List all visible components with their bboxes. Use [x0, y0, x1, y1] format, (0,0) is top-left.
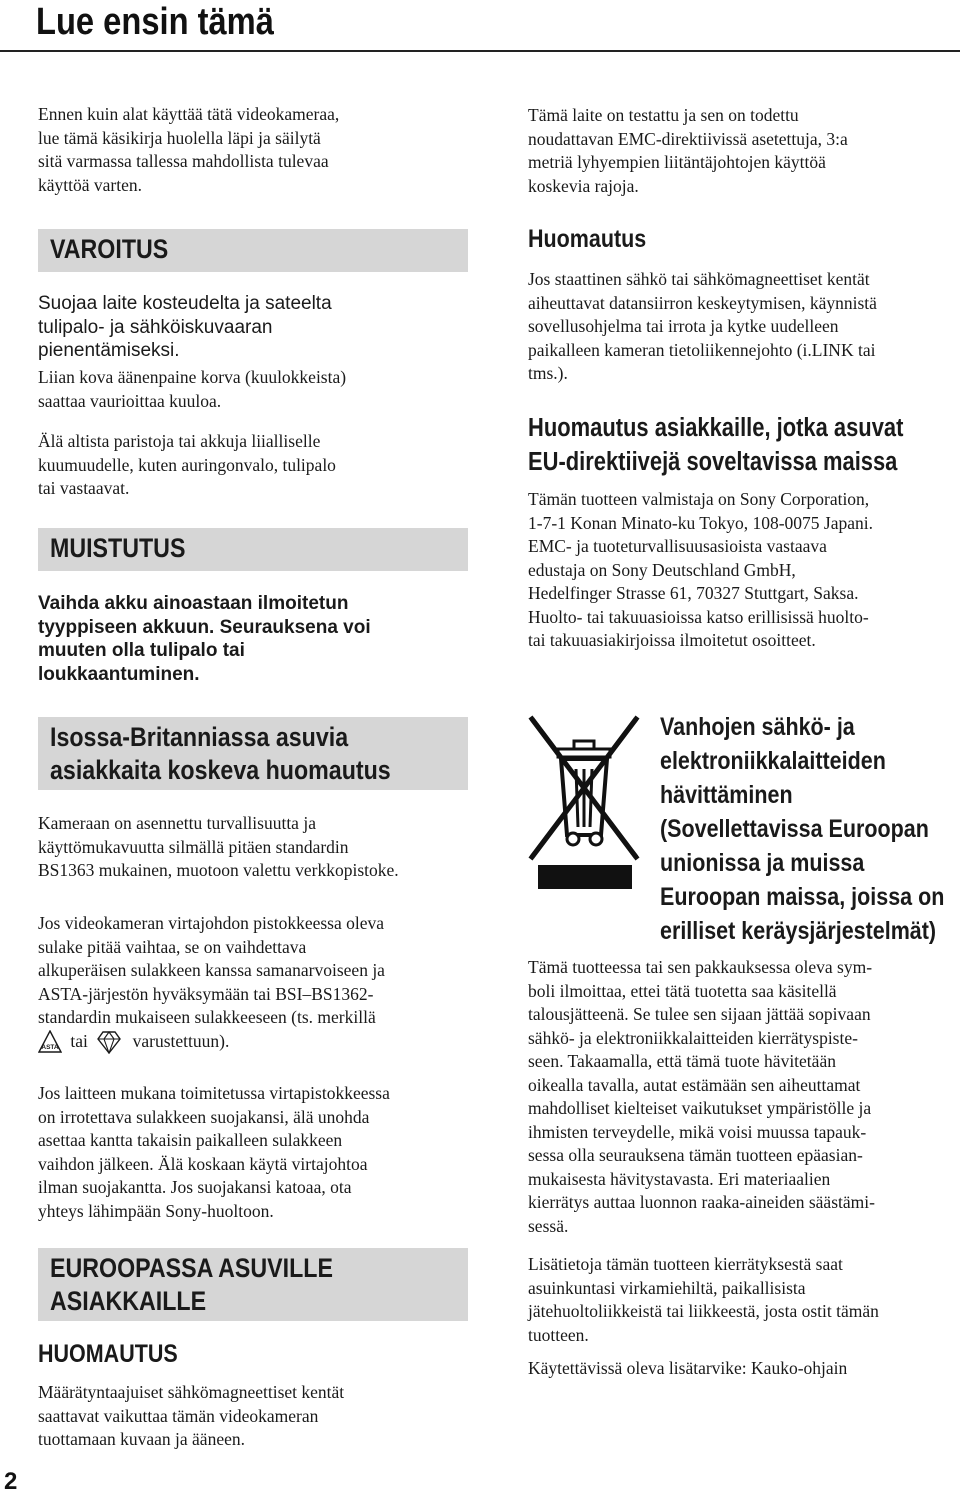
intro-line: Ennen kuin alat käyttää tätä videokameraa,	[38, 104, 340, 124]
uk-heading-box	[38, 717, 468, 790]
emc-line: Tämä laite on testattu ja sen on todettu	[528, 105, 799, 125]
note-heading: Huomautus	[528, 225, 647, 253]
weee-heading-line: elektroniikkalaitteiden	[660, 747, 886, 775]
eu-notice-line: Hedelfinger Strasse 61, 70327 Stuttgart, Saksa.	[528, 583, 859, 603]
uk-paragraph-2	[38, 912, 470, 1056]
weee-paragraph-2	[528, 1253, 954, 1347]
weee-line: seen. Takaamalla, että tämä tuote hävitetään	[528, 1051, 836, 1071]
eu-notice-paragraph	[528, 488, 954, 653]
caution-bold-line: Vaihda akku ainoastaan ilmoitetun	[38, 593, 349, 614]
title-rule	[0, 50, 960, 52]
accessory-note: Käytettävissä oleva lisätarvike: Kauko-ohjain	[528, 1358, 848, 1378]
bsi-kitemark-icon	[96, 1030, 122, 1054]
note-line: aiheuttavat datansiirron keskeytymisen, käynnistä	[528, 292, 877, 313]
weee-heading-line: erilliset keräysjärjestelmät)	[660, 917, 937, 945]
page-title: Lue ensin tämä	[36, 1, 274, 43]
note-line: paikalleen kameran tietoliikennejohto (i.LINK tai	[528, 339, 876, 360]
weee-line: sähkö- ja elektroniikkalaitteiden kierrätyspiste-	[528, 1027, 858, 1048]
intro-line: sitä varmassa tallessa mahdollista tulevaa	[38, 151, 329, 171]
europe-heading-line: ASIAKKAILLE	[50, 1286, 207, 1316]
warning-bold-line: tulipalo- ja sähköiskuvaaran	[38, 316, 273, 338]
page-number: 2	[4, 1468, 18, 1495]
weee-line: Lisätietoja tämän tuotteen kierrätyksestä saat	[528, 1254, 843, 1274]
warning-line: Liian kova äänenpaine korva (kuulokkeista)	[38, 367, 347, 387]
uk-line: alkuperäisen sulakkeen kanssa samanarvoiseen ja	[38, 960, 385, 980]
uk-line: Jos laitteen mukana toimitetussa virtapistokkeessa	[38, 1083, 390, 1103]
europe-line: Määrätyntaajuiset sähkömagneettiset kentät	[38, 1382, 345, 1402]
uk-marks-line	[38, 1030, 470, 1056]
weee-line: mukaisesta hävitystavasta. Eri materiaalien	[528, 1168, 831, 1189]
uk-line: ilman suojakantta. Jos suojakansi katoaa, ota	[38, 1177, 352, 1197]
uk-line: vaihdon jälkeen. Älä koskaan käytä virtajohtoa	[38, 1153, 368, 1174]
uk-heading-line: Isossa-Britanniassa asuvia	[50, 722, 349, 752]
uk-line: ASTA-järjestön hyväksymään tai BSI–BS1362-	[38, 983, 374, 1004]
weee-line: sessä.	[528, 1215, 569, 1236]
uk-line: sulake pitää vaihtaa, se on vaihdettava	[38, 936, 307, 957]
eu-notice-line: Huolto- tai takuuasioissa katso erillisissä huolto-	[528, 606, 869, 627]
europe-subheading: HUOMAUTUS	[38, 1340, 178, 1368]
uk-line: on irrotettava sulakkeen suojakansi, älä unohda	[38, 1106, 370, 1127]
weee-line: sessa olla seurauksena tämän tuotteen epäasian-	[528, 1145, 863, 1165]
weee-line: jätehuoltoliikkeistä tai liikkeestä, josta ostit tämän	[528, 1301, 879, 1321]
uk-line: Kameraan on asennettu turvallisuutta ja	[38, 813, 316, 833]
weee-heading-line: Vanhojen sähkö- ja	[660, 713, 855, 741]
eu-notice-line: edustaja on Sony Deutschland GmbH,	[528, 559, 796, 580]
weee-line: asuinkuntasi virkamiehiltä, paikallisista	[528, 1277, 806, 1298]
warning-heading-box	[38, 229, 468, 272]
uk-paragraph-3	[38, 1082, 470, 1223]
uk-line: Jos videokameran virtajohdon pistokkeessa oleva	[38, 913, 385, 933]
emc-line: metriä lyhyempien liitäntäjohtojen käyttöä	[528, 152, 826, 172]
warning-hearing-paragraph	[38, 366, 470, 413]
europe-paragraph	[38, 1381, 470, 1452]
warning-bold-line: pienentämiseksi.	[38, 340, 180, 361]
weee-heading-line: hävittäminen	[660, 781, 793, 809]
crossed-out-bin-icon	[528, 715, 640, 891]
weee-line: tuotteen.	[528, 1324, 589, 1345]
caution-heading: MUISTUTUS	[50, 533, 186, 563]
weee-line: oikealla tavalla, autat estämään sen aiheuttamat	[528, 1074, 861, 1095]
intro-line: lue tämä käsikirja huolella läpi ja säilytä	[38, 127, 321, 148]
asta-mark-icon	[38, 1030, 62, 1054]
weee-line: talousjätteenä. Se tulee sen sijaan jättää sopivaan	[528, 1004, 871, 1024]
weee-line: kierrätys auttaa luonnon raaka-aineiden säästämi-	[528, 1192, 875, 1212]
uk-line: asettaa kantta takaisin paikalleen sulakkeen	[38, 1130, 343, 1150]
uk-line: käyttömukavuutta silmällä pitäen standardin	[38, 836, 349, 857]
caution-bold-line: muuten olla tulipalo tai	[38, 640, 245, 661]
warning-line: Älä altista paristoja tai akkuja liialliselle	[38, 431, 321, 451]
weee-line: mahdolliset kielteiset vaikutukset ympäristölle ja	[528, 1098, 872, 1118]
uk-heading-line: asiakkaita koskeva huomautus	[50, 755, 391, 785]
weee-line: boli ilmoittaa, ettei tätä tuotetta saa käsitellä	[528, 980, 837, 1001]
uk-line: standardin mukaiseen sulakkeeseen (ts. merkillä	[38, 1007, 376, 1027]
europe-heading-line: EUROOPASSA ASUVILLE	[50, 1253, 333, 1283]
uk-line: BS1363 mukainen, muotoon valettu verkkopistoke.	[38, 860, 399, 880]
emc-line: koskevia rajoja.	[528, 175, 639, 196]
caution-bold-line: tyyppiseen akkuun. Seurauksena voi	[38, 616, 371, 638]
caution-bold-text	[38, 592, 470, 686]
marks-suffix: varustettuun).	[132, 1030, 230, 1051]
caution-bold-line: loukkaantuminen.	[38, 663, 200, 685]
intro-paragraph	[38, 103, 470, 197]
europe-line: tuottamaan kuvaan ja ääneen.	[38, 1429, 245, 1449]
intro-line: käyttöä varten.	[38, 174, 142, 195]
note-line: tms.).	[528, 363, 568, 383]
eu-notice-heading-line: EU-direktiivejä soveltavissa maissa	[528, 448, 898, 476]
weee-heading-line: unionissa ja muissa	[660, 849, 865, 877]
weee-heading	[660, 710, 960, 948]
warning-line: tai vastaavat.	[38, 478, 130, 498]
eu-notice-line: Tämän tuotteen valmistaja on Sony Corporation,	[528, 489, 870, 509]
marks-tai: tai	[70, 1030, 88, 1051]
weee-line: ihmisten terveydelle, mikä voisi muussa tapauk-	[528, 1121, 867, 1142]
eu-notice-line: EMC- ja tuoteturvallisuusasioista vastaava	[528, 536, 827, 556]
note-paragraph	[528, 268, 954, 386]
emc-line: noudattavan EMC-direktiivissä asetettuja, 3:a	[528, 128, 848, 149]
weee-paragraph-1	[528, 956, 954, 1238]
emc-paragraph	[528, 104, 954, 198]
weee-heading-line: Euroopan maissa, joissa on	[660, 883, 945, 911]
uk-paragraph-1	[38, 812, 470, 883]
weee-heading-line: (Sovellettavissa Euroopan	[660, 815, 929, 843]
eu-notice-line: tai takuuasiakirjoissa ilmoitetut osoitteet.	[528, 630, 816, 650]
warning-line: saattaa vaurioittaa kuuloa.	[38, 390, 222, 411]
warning-line: kuumuudelle, kuten auringonvalo, tulipalo	[38, 454, 336, 475]
warning-heading: VAROITUS	[50, 234, 169, 264]
asta-mark-label: ASTA	[41, 1044, 59, 1052]
eu-notice-heading	[528, 411, 954, 479]
weee-line: Tämä tuotteessa tai sen pakkauksessa oleva sym-	[528, 957, 873, 977]
note-line: sovellusohjelma tai irrota ja kytke uudelleen	[528, 316, 839, 336]
note-line: Jos staattinen sähkö tai sähkömagneettiset kentät	[528, 269, 870, 289]
europe-heading-box	[38, 1248, 468, 1321]
eu-notice-line: 1-7-1 Konan Minato-ku Tokyo, 108-0075 Japani.	[528, 512, 874, 533]
warning-bold-text	[38, 292, 470, 363]
warning-bold-line: Suojaa laite kosteudelta ja sateelta	[38, 293, 332, 314]
warning-battery-paragraph	[38, 430, 470, 501]
caution-heading-box	[38, 528, 468, 571]
europe-line: saattavat vaikuttaa tämän videokameran	[38, 1405, 319, 1426]
eu-notice-heading-line: Huomautus asiakkaille, jotka asuvat	[528, 414, 904, 442]
uk-line: yhteys lähimpään Sony-huoltoon.	[38, 1200, 274, 1221]
